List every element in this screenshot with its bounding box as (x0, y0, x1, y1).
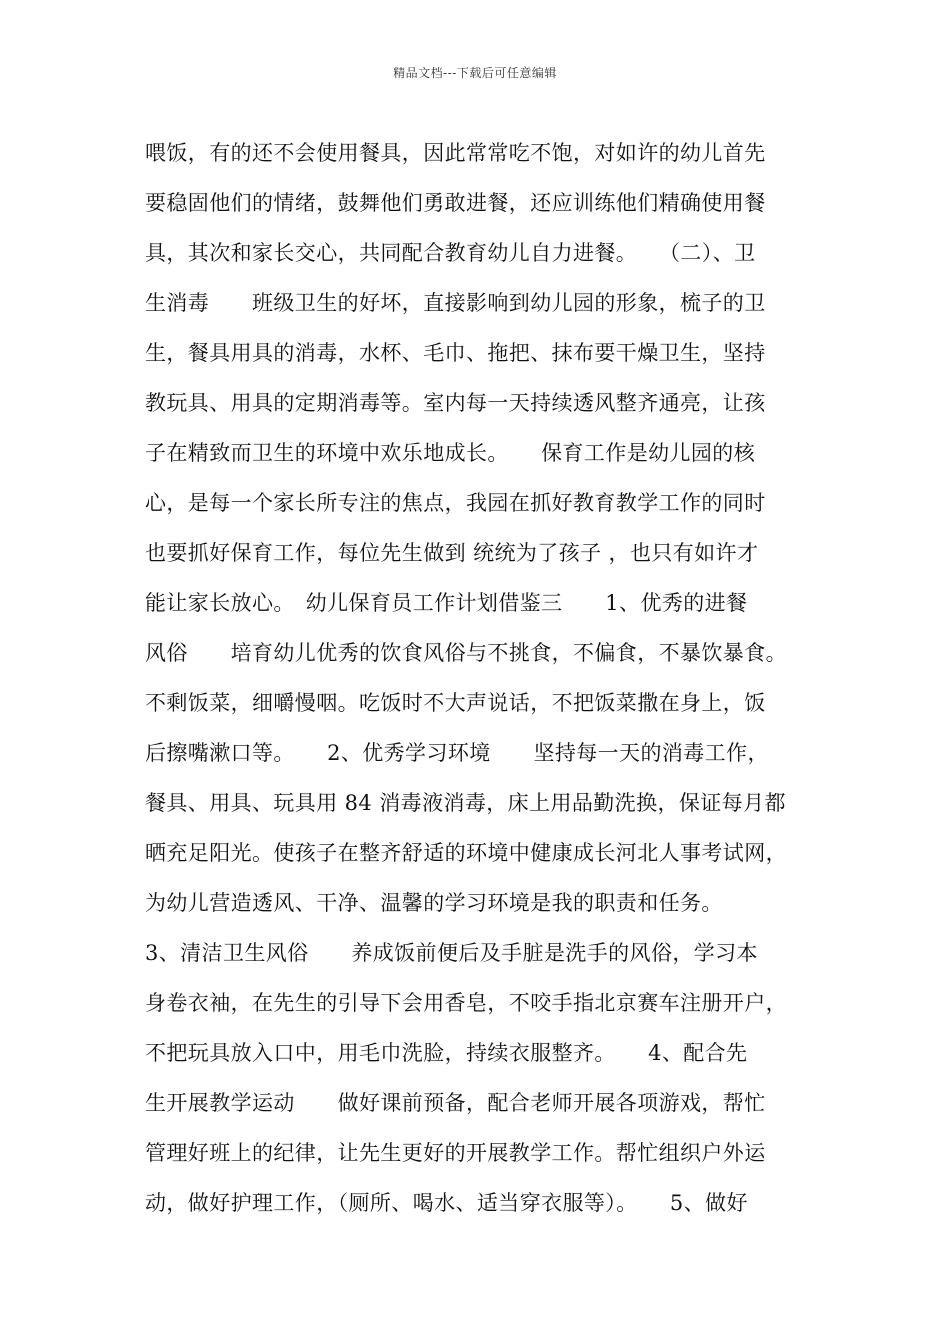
text-line: 晒充足阳光。使孩子在整齐舒适的环境中健康成长河北人事考试网， (145, 841, 787, 865)
document-body (145, 128, 815, 1228)
text-line: 要稳固他们的情绪，鼓舞他们勇敢进餐，还应训练他们精确使用餐 (145, 191, 766, 215)
text-line: 教玩具、用具的定期消毒等。室内每一天持续透风整齐通亮，让孩 (145, 391, 766, 415)
text-line: 不把玩具放入口中，用毛巾洗脸，持续衣服整齐。 4、配合先 (145, 1041, 748, 1065)
text-line: 子在精致而卫生的环境中欢乐地成长。 保育工作是幼儿园的核 (145, 441, 756, 465)
text-line: 动，做好护理工作，（厕所、喝水、适当穿衣服等）。 5、做好 (145, 1191, 748, 1215)
text-line: 具，其次和家长交心，共同配合教育幼儿自力进餐。 （二）、卫 (145, 241, 756, 265)
text-line: 餐具、用具、玩具用 84 消毒液消毒，床上用品勤洗换，保证每月都 (145, 791, 786, 815)
text-line: 3、清洁卫生风俗 养成饭前便后及手脏是洗手的风俗，学习本 (145, 941, 758, 965)
text-line: 生开展教学运动 做好课前预备，配合老师开展各项游戏，帮忙 (145, 1091, 766, 1115)
text-line: 身卷衣袖，在先生的引导下会用香皂，不咬手指北京赛车注册开户， (145, 991, 787, 1015)
text-line: 生，餐具用具的消毒，水杯、毛巾、拖把、抹布要干燥卫生，坚持 (145, 341, 766, 365)
text-line: 为幼儿营造透风、干净、温馨的学习环境是我的职责和任务。 (145, 891, 723, 915)
page-header: 精品文档---下载后可任意编辑 (393, 66, 557, 80)
text-line: 后擦嘴漱口等。 2、优秀学习环境 坚持每一天的消毒工作， (145, 741, 769, 765)
text-line: 心，是每一个家长所专注的焦点，我园在抓好教育教学工作的同时 (145, 491, 766, 515)
text-line: 生消毒 班级卫生的好坏，直接影响到幼儿园的形象，梳子的卫 (145, 291, 766, 315)
text-line: 不剩饭菜，细嚼慢咽。吃饭时不大声说话，不把饭菜撒在身上，饭 (145, 691, 766, 715)
text-line: 喂饭，有的还不会使用餐具，因此常常吃不饱，对如许的幼儿首先 (145, 141, 766, 165)
text-line: 管理好班上的纪律，让先生更好的开展教学工作。帮忙组织户外运 (145, 1141, 766, 1165)
text-line: 风俗 培育幼儿优秀的饮食风俗与不挑食，不偏食，不暴饮暴食。 (145, 641, 787, 665)
text-line: 也要抓好保育工作，每位先生做到 统统为了孩子 ，也只有如许才 (145, 541, 759, 565)
text-line: 能让家长放心。 幼儿保育员工作计划借鉴三 1、优秀的进餐 (145, 591, 748, 615)
